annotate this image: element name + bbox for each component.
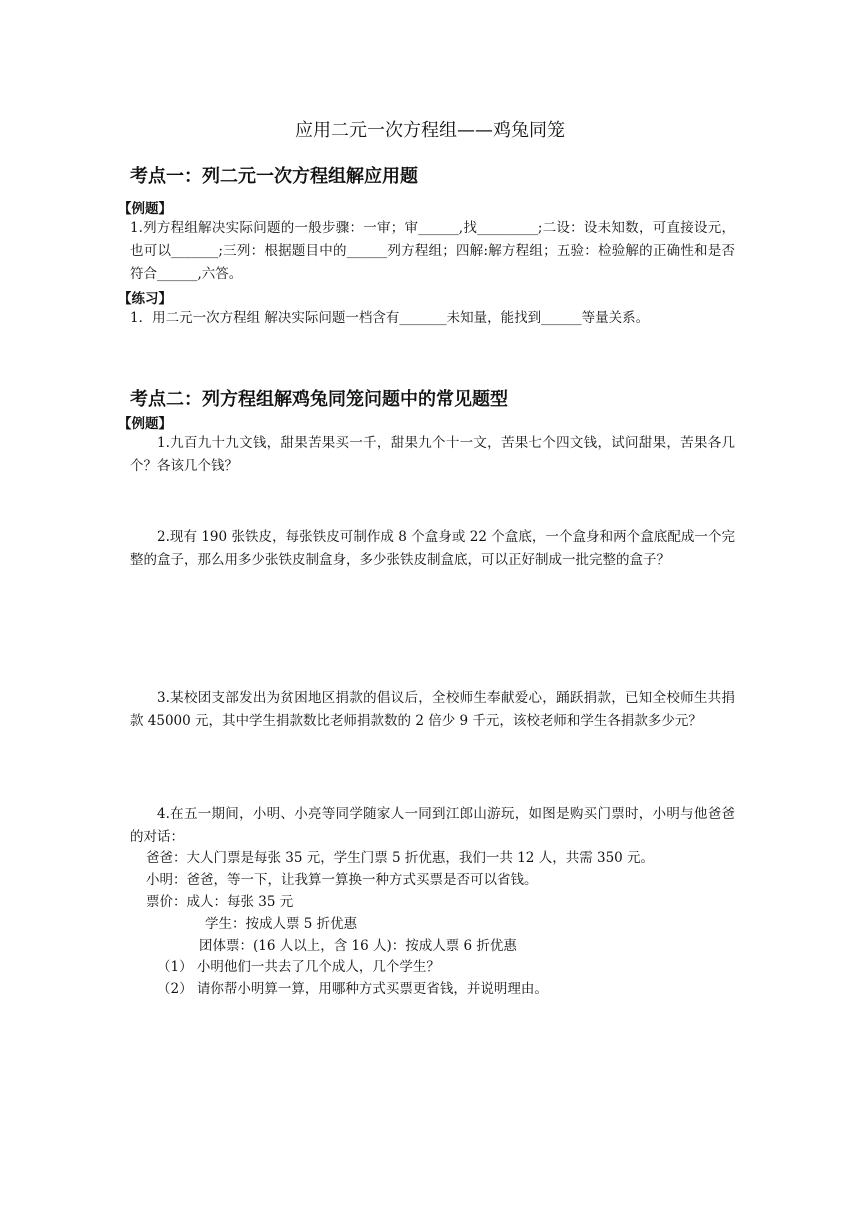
question-4: 4.在五一期间，小明、小亮等同学随家人一同到江郎山游玩，如图是购买门票时，小明与他爸爸的对话：: [130, 806, 735, 845]
section-one-practice-tag: 【练习】: [118, 291, 172, 307]
question-3: 3.某校团支部发出为贫困地区捐款的倡议后，全校师生奉献爱心，踊跃捐款，已知全校师生共捐款 45000 元，其中学生捐款数比老师捐款数的 2 倍少 9 千元，该校老师和学生各捐款多少元？: [130, 690, 735, 729]
question-2: 2.现有 190 张铁皮，每张铁皮可制作成 8 个盒身或 22 个盒底，一个盒身和两个盒底配成一个完整的盒子，那么用多少张铁皮制盒身，多少张铁皮制盒底，可以正好制成一批完整的盒子？: [130, 529, 735, 568]
section-one-practice-text: 1．用二元一次方程组 解决实际问题一档含有_______未知量，能找到______等量关系。: [130, 310, 650, 326]
section-two-example-tag: 【例题】: [118, 416, 172, 432]
section-one-example-tag: 【例题】: [118, 201, 172, 217]
ticket-price-group: 团体票：(16 人以上，含 16 人)：按成人票 6 折优惠: [199, 938, 517, 954]
ticket-price-adult: 票价：成人：每张 35 元: [146, 894, 294, 910]
section-one-example-text: 1.列方程组解决实际问题的一般步骤：一审；审______,找_________;二设：设未知数，可直接设元，也可以_______;三列：根据题目中的______列方程组；四解:解方程组；五验：检验解的正确性和是否符合______,六答。: [130, 220, 735, 282]
section-two-heading: 考点二：列方程组解鸡兔同笼问题中的常见题型: [130, 389, 508, 410]
question-1: 1.九百九十九文钱，甜果苦果买一千，甜果九个十一文，苦果七个四文钱，试问甜果，苦果各几个？各该几个钱？: [130, 435, 735, 474]
dialog-dad: 爸爸：大人门票是每张 35 元，学生门票 5 折优惠，我们一共 12 人，共需 350 元。: [146, 850, 655, 866]
sub-question-2: （2） 请你帮小明算一算，用哪种方式买票更省钱，并说明理由。: [157, 981, 548, 997]
dialog-xiaoming: 小明：爸爸，等一下，让我算一算换一种方式买票是否可以省钱。: [146, 872, 538, 888]
section-one-heading: 考点一：列二元一次方程组解应用题: [130, 166, 418, 187]
document-title: 应用二元一次方程组——鸡兔同笼: [295, 120, 565, 141]
ticket-price-student: 学生：按成人票 5 折优惠: [205, 916, 358, 932]
sub-question-1: （1） 小明他们一共去了几个成人，几个学生？: [157, 959, 440, 975]
